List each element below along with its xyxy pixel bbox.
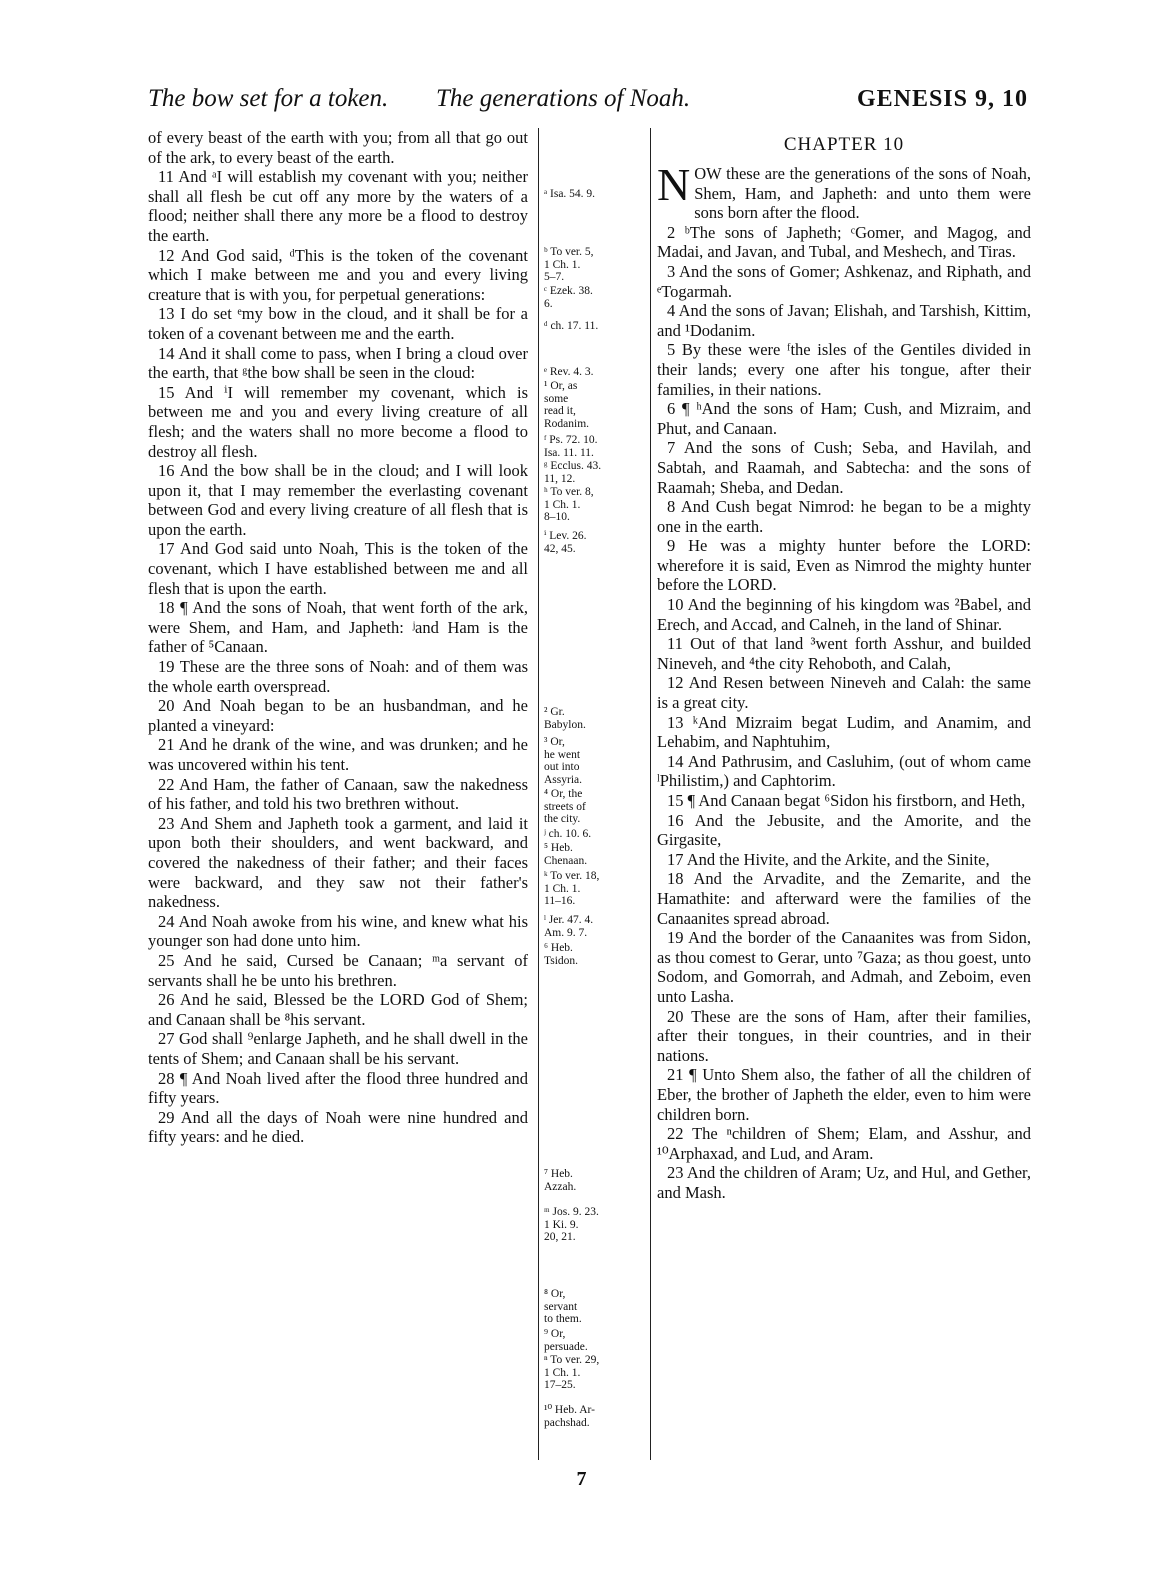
verse-10-1 <box>657 159 1031 223</box>
margin-note: ᵃ Isa. 54. 9. <box>544 188 596 200</box>
margin-note: ᶜ Ezek. 38. 6. <box>544 285 593 310</box>
verse-10-9: 9 He was a mighty hunter before the LORD: wherefore it is said, Even as Nimrod the mighty hunter before the LORD. <box>657 536 1031 595</box>
verse-9-27: 27 God shall ⁹enlarge Japheth, and he shall dwell in the tents of Shem; and Canaan shall be his servant. <box>148 1029 528 1068</box>
verse-10-5: 5 By these were ᶠthe isles of the Gentiles divided in their lands; every one after his tongue, after their families, in their nations. <box>657 340 1031 399</box>
running-head <box>148 82 1028 116</box>
margin-note: ʰ To ver. 8, 1 Ch. 1. 8–10. <box>544 486 594 523</box>
verse-9-18: 18 ¶ And the sons of Noah, that went forth of the ark, were Shem, and Ham, and Japheth: ʲand Ham is the father of ⁵Canaan. <box>148 598 528 657</box>
verse-9-22: 22 And Ham, the father of Canaan, saw the nakedness of his father, and told his two brethren without. <box>148 774 528 814</box>
margin-note: ⁴ Or, the streets of the city. <box>544 788 586 825</box>
verse-10-21: 21 ¶ Unto Shem also, the father of all the children of Eber, the brother of Japheth the elder, even to him were children born. <box>657 1065 1031 1124</box>
margin-note: ᵏ To ver. 18, 1 Ch. 1. 11–16. <box>544 870 600 907</box>
verse-9-25: 25 And he said, Cursed be Canaan; ᵐa servant of servants shall he be unto his brethren. <box>148 950 528 990</box>
verse-9-28: 28 ¶ And Noah lived after the flood three hundred and fifty years. <box>148 1068 528 1108</box>
verse-10-4: 4 And the sons of Javan; Elishah, and Tarshish, Kittim, and ¹Dodanim. <box>657 301 1031 340</box>
margin-note: ⁷ Heb. Azzah. <box>544 1168 577 1193</box>
verse-10-6: 6 ¶ ʰAnd the sons of Ham; Cush, and Mizraim, and Phut, and Canaan. <box>657 399 1031 438</box>
verse-10-15: 15 ¶ And Canaan begat ⁶Sidon his firstborn, and Heth, <box>667 791 1026 810</box>
margin-note: ⁱ Lev. 26. 42, 45. <box>544 530 587 555</box>
verse-10-7: 7 And the sons of Cush; Seba, and Havilah, and Sabtah, and Raamah, and Sabtecha: and the sons of Raamah; Sheba, and Dedan. <box>657 438 1031 497</box>
margin-note: ᶠ Ps. 72. 10. Isa. 11. 11. <box>544 434 598 459</box>
drop-cap: N <box>657 159 691 210</box>
right-text-column <box>657 134 1031 1202</box>
verse-10-18: 18 And the Arvadite, and the Zemarite, and the Hamathite: and afterward were the families of the Canaanites spread abroad. <box>657 869 1031 928</box>
verse-10-11: 11 Out of that land ³went forth Asshur, and builded Nineveh, and ⁴the city Rehoboth, and Calah, <box>657 634 1031 673</box>
margin-note: ¹ Or, as some read it, Rodanim. <box>544 380 590 430</box>
verse-9-19: 19 These are the three sons of Noah: and of them was the whole earth overspread. <box>148 657 528 696</box>
margin-note: ᵍ Ecclus. 43. 11, 12. <box>544 460 602 485</box>
verse-10-19: 19 And the border of the Canaanites was from Sidon, as thou comest to Gerar, unto ⁷Gaza; as thou goest, unto Sodom, and Gomorrah, and Admah, and Zeboim, even unto Lasha. <box>657 928 1031 1006</box>
column-rule-right <box>650 128 651 1460</box>
verse-10-14: 14 And Pathrusim, and Casluhim, (out of whom came ˡPhilistim,) and Caphtorim. <box>657 751 1031 791</box>
verse-9-11: 11 And ᵃI will establish my covenant with you; neither shall all flesh be cut off any more by the waters of a flood; neither shall there any more be a flood to destroy the earth. <box>148 167 528 245</box>
margin-note: ᵈ ch. 17. 11. <box>544 320 599 332</box>
margin-note: ⁸ Or, servant to them. <box>544 1288 582 1325</box>
verse-9-12: 12 And God said, ᵈThis is the token of the covenant which I make between me and you and every living creature that is with you, for perpetual generations: <box>148 245 528 304</box>
verse-9-17: 17 And God said unto Noah, This is the token of the covenant, which I have established between me and all flesh that is upon the earth. <box>148 539 528 598</box>
margin-note: ˡ Jer. 47. 4. Am. 9. 7. <box>544 914 594 939</box>
verse-10-17: 17 And the Hivite, and the Arkite, and the Sinite, <box>667 849 990 869</box>
margin-note: ⁵ Heb. Chenaan. <box>544 842 588 867</box>
verse-9-14: 14 And it shall come to pass, when I bring a cloud over the earth, that ᵍthe bow shall be seen in the cloud: <box>148 343 528 383</box>
verse-9-20: 20 And Noah began to be an husbandman, and he planted a vineyard: <box>148 696 528 735</box>
margin-note: ᵉ Rev. 4. 3. <box>544 366 594 378</box>
verse-9-23: 23 And Shem and Japheth took a garment, and laid it upon both their shoulders, and went backward, and covered the nakedness of their father; and their faces were backward, and they saw not their father's nakedness. <box>148 813 528 912</box>
verse-9-26: 26 And he said, Blessed be the LORD God of Shem; and Canaan shall be ⁸his servant. <box>148 990 528 1029</box>
margin-note: ⁶ Heb. Tsidon. <box>544 942 579 967</box>
verse-10-16: 16 And the Jebusite, and the Amorite, and the Girgasite, <box>657 810 1031 850</box>
verse-10-1-text: OW these are the generations of the sons of Noah, Shem, Ham, and Japheth: and unto them were sons born after the flood. <box>694 164 1031 223</box>
verse-10-10: 10 And the beginning of his kingdom was ²Babel, and Erech, and Accad, and Calneh, in the land of Shinar. <box>657 595 1031 634</box>
verse-10-3: 3 And the sons of Gomer; Ashkenaz, and Riphath, and ᵉTogarmah. <box>657 261 1031 301</box>
verse-10-13: 13 ᵏAnd Mizraim begat Ludim, and Anamim, and Lehabim, and Naphtuhim, <box>657 712 1031 752</box>
margin-note: ³ Or, he went out into Assyria. <box>544 736 583 786</box>
running-head-middle: The generations of Noah. <box>436 85 691 112</box>
verse-9-16: 16 And the bow shall be in the cloud; and I will look upon it, that I may remember the everlasting covenant between God and every living creature of all flesh that is upon the earth. <box>148 461 528 539</box>
column-rule-left <box>538 128 539 1460</box>
verse-9-29: 29 And all the days of Noah were nine hundred and fifty years: and he died. <box>148 1107 528 1147</box>
chapter-heading: CHAPTER 10 <box>783 134 905 155</box>
margin-note: ⁿ To ver. 29, 1 Ch. 1. 17–25. <box>544 1354 600 1391</box>
verse-9-10: of every beast of the earth with you; from all that go out of the ark, to every beast of the earth. <box>148 128 528 167</box>
verse-9-21: 21 And he drank of the wine, and was drunken; and he was uncovered within his tent. <box>148 735 528 774</box>
verse-9-13: 13 I do set ᵉmy bow in the cloud, and it shall be for a token of a covenant between me and the earth. <box>148 304 528 343</box>
verse-10-23: 23 And the children of Aram; Uz, and Hul, and Gether, and Mash. <box>657 1163 1031 1202</box>
page-number: 7 <box>576 1468 587 1490</box>
verse-10-8: 8 And Cush begat Nimrod: he began to be a mighty one in the earth. <box>657 497 1031 536</box>
verse-10-12: 12 And Resen between Nineveh and Calah: the same is a great city. <box>657 673 1031 713</box>
margin-note: ᵐ Jos. 9. 23. 1 Ki. 9. 20, 21. <box>544 1206 599 1243</box>
margin-note: ʲ ch. 10. 6. <box>544 828 592 840</box>
margin-note: ᵇ To ver. 5, 1 Ch. 1. 5–7. <box>544 246 594 283</box>
running-head-book-chapter: GENESIS 9, 10 <box>856 86 1028 112</box>
verse-9-24: 24 And Noah awoke from his wine, and knew what his younger son had done unto him. <box>148 911 528 951</box>
verse-9-15: 15 And ⁱI will remember my covenant, which is between me and you and every living creature of all flesh; and the waters shall no more become a flood to destroy all flesh. <box>148 382 528 461</box>
margin-note: ² Gr. Babylon. <box>544 706 586 731</box>
left-text-column <box>148 128 528 1147</box>
cross-reference-margin <box>544 128 648 1458</box>
running-head-left: The bow set for a token. <box>148 85 389 112</box>
margin-note: ⁹ Or, persuade. <box>544 1328 588 1353</box>
verse-10-2: 2 ᵇThe sons of Japheth; ᶜGomer, and Magog, and Madai, and Javan, and Tubal, and Meshech, and Tiras. <box>657 222 1031 262</box>
verse-10-22: 22 The ⁿchildren of Shem; Elam, and Asshur, and ¹⁰Arphaxad, and Lud, and Aram. <box>657 1124 1031 1163</box>
margin-note: ¹⁰ Heb. Ar- pachshad. <box>544 1404 595 1429</box>
verse-10-20: 20 These are the sons of Ham, after their families, after their tongues, in their countries, and in their nations. <box>657 1006 1031 1065</box>
